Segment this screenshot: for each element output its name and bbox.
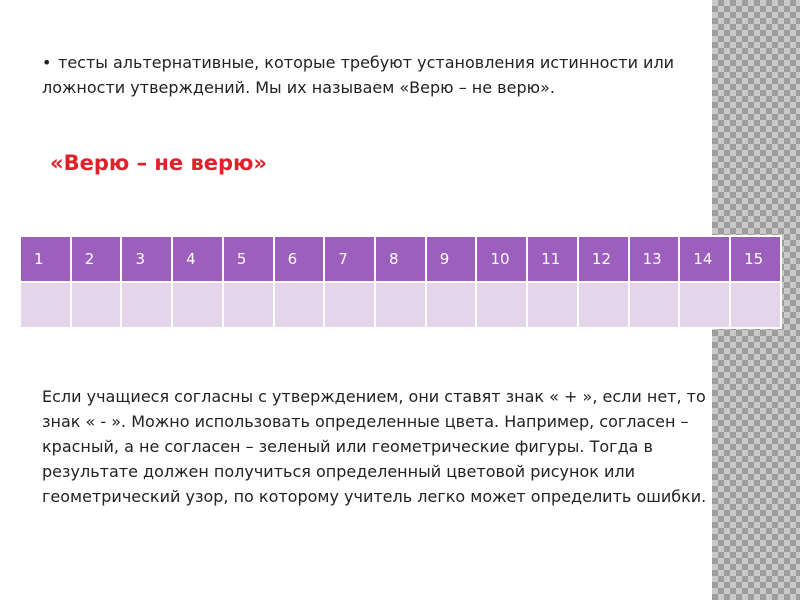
question-number-cell: 3 — [121, 236, 172, 282]
answer-cell[interactable] — [121, 282, 172, 328]
question-number-cell: 1 — [20, 236, 71, 282]
answer-row — [20, 282, 781, 328]
question-number-row — [20, 236, 781, 282]
intro-text: тесты альтернативные, которые требуют установления истинности или ложности утверждений. Мы их называем «Верю – не верю». — [42, 53, 675, 97]
question-number-cell: 5 — [223, 236, 274, 282]
answer-cell[interactable] — [476, 282, 527, 328]
answer-cell[interactable] — [274, 282, 325, 328]
question-number-cell: 7 — [324, 236, 375, 282]
question-number-cell: 8 — [375, 236, 426, 282]
answer-cell[interactable] — [172, 282, 223, 328]
question-number-cell: 12 — [578, 236, 629, 282]
question-number-cell: 14 — [679, 236, 730, 282]
question-number-cell: 10 — [476, 236, 527, 282]
answer-cell[interactable] — [426, 282, 477, 328]
answer-cell[interactable] — [223, 282, 274, 328]
answer-grid — [19, 235, 782, 329]
question-number-cell: 13 — [629, 236, 680, 282]
question-number-cell: 6 — [274, 236, 325, 282]
answer-cell[interactable] — [679, 282, 730, 328]
answer-cell[interactable] — [71, 282, 122, 328]
question-number-cell: 4 — [172, 236, 223, 282]
answer-cell[interactable] — [629, 282, 680, 328]
intro-paragraph — [42, 50, 722, 100]
answer-cell[interactable] — [324, 282, 375, 328]
bullet-icon: • — [42, 53, 52, 72]
question-number-cell: 15 — [730, 236, 781, 282]
question-number-cell: 2 — [71, 236, 122, 282]
test-title: «Верю – не верю» — [50, 151, 267, 175]
answer-cell[interactable] — [527, 282, 578, 328]
answer-cell[interactable] — [730, 282, 781, 328]
answer-cell[interactable] — [578, 282, 629, 328]
question-number-cell: 9 — [426, 236, 477, 282]
explanation-paragraph: Если учащиеся согласны с утверждением, они ставят знак « + », если нет, то знак « - ». Можно использовать определенные цвета. Например, согласен – красный, а не согласен – зеленый или геометрические фигуры. Тогда в результате должен получиться определенный цветовой рисунок или геометрический узор, по которому учитель легко может определить ошибки. — [42, 387, 707, 506]
answer-cell[interactable] — [375, 282, 426, 328]
answer-cell[interactable] — [20, 282, 71, 328]
question-number-cell: 11 — [527, 236, 578, 282]
